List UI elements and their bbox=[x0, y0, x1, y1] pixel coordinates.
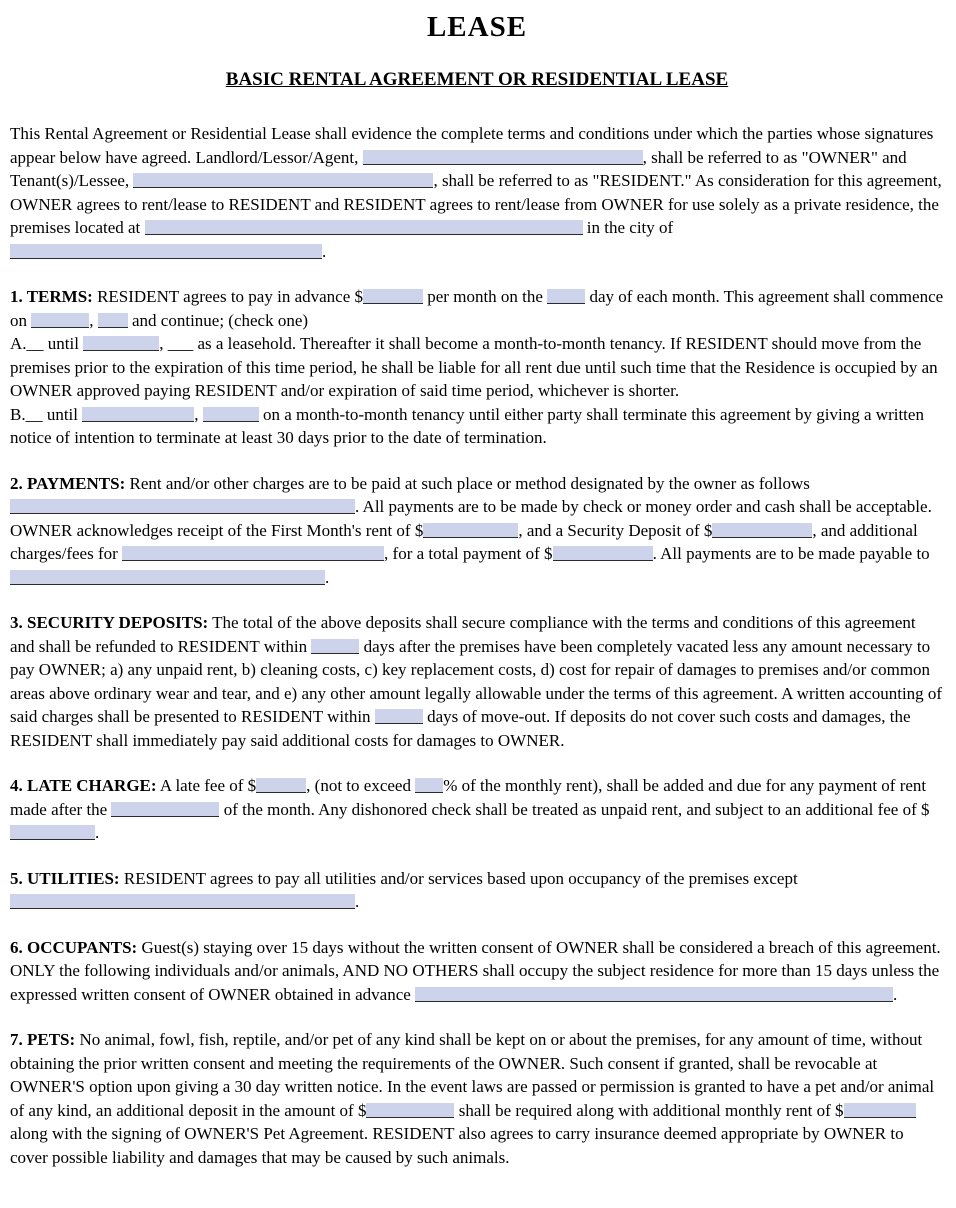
landlord-name-field[interactable] bbox=[363, 150, 643, 165]
additional-charges-field[interactable] bbox=[122, 546, 384, 561]
section-heading: 2. PAYMENTS: bbox=[10, 473, 126, 493]
late-after-day-field[interactable] bbox=[111, 802, 219, 817]
document-subtitle: BASIC RENTAL AGREEMENT OR RESIDENTIAL LEASE bbox=[225, 69, 729, 90]
text-run: day of each month. This agreement shall commence on bbox=[10, 287, 944, 330]
utilities-exception-field[interactable] bbox=[10, 894, 355, 909]
text-run: The total of the above deposits shall secure compliance with the terms and conditions of this agreement and shall be refunded to RESIDENT within bbox=[10, 613, 916, 656]
terms-option-a bbox=[10, 332, 944, 403]
text-run: . All payments are to be made by check or money order and cash shall be acceptable. OWNER acknowledges receipt of the First Month's rent of $ bbox=[10, 497, 932, 540]
monthly-rent-field[interactable] bbox=[363, 289, 423, 304]
commence-date-field[interactable] bbox=[31, 313, 89, 328]
refund-days-field[interactable] bbox=[311, 639, 359, 654]
document-title: LEASE bbox=[426, 11, 528, 43]
text-run: RESIDENT agrees to pay in advance $ bbox=[92, 287, 364, 306]
section-pets bbox=[10, 1028, 944, 1169]
text-run: days of move-out. If deposits do not cover such costs and damages, the RESIDENT shall immediately pay said additional costs for damages to OWNER. bbox=[10, 707, 911, 750]
section-security-deposits bbox=[10, 611, 944, 752]
text-run: . bbox=[95, 823, 100, 842]
payable-to-field[interactable] bbox=[10, 570, 325, 585]
text-run: , bbox=[89, 310, 98, 330]
text-run: , and a Security Deposit of $ bbox=[518, 520, 713, 540]
tenant-name-field[interactable] bbox=[133, 173, 433, 188]
premises-address-field[interactable] bbox=[145, 220, 583, 235]
text-run: per month on the bbox=[423, 287, 548, 306]
text-run: in the city of bbox=[582, 218, 674, 237]
terms-option-b bbox=[10, 403, 944, 450]
text-run: along with the signing of OWNER'S Pet Agreement. RESIDENT also agrees to carry insurance deemed appropriate by OWNER to cover possible liability and damages that may be caused by such animals. bbox=[10, 1124, 904, 1167]
text-run: . bbox=[355, 892, 360, 911]
text-run: RESIDENT agrees to pay all utilities and/or services based upon occupancy of the premises except bbox=[119, 868, 798, 888]
section-heading: 6. OCCUPANTS: bbox=[10, 937, 138, 957]
section-heading: 7. PETS: bbox=[10, 1030, 76, 1049]
document-body bbox=[10, 122, 944, 1169]
text-run: , and additional charges/fees for bbox=[10, 520, 918, 563]
due-day-field[interactable] bbox=[547, 289, 585, 304]
section-utilities bbox=[10, 867, 944, 914]
text-run: , ___ as a leasehold. Thereafter it shall become a month-to-month tenancy. If RESIDENT should move from the premises prior to the expiration of this time period, he shall be liable for all rent due until such time that the Residence is occupied by an OWNER approved paying RESIDENT and/or expiration of said time period, whichever is shorter. bbox=[10, 334, 938, 400]
accounting-days-field[interactable] bbox=[375, 709, 423, 724]
section-heading: 5. UTILITIES: bbox=[10, 868, 120, 888]
leasehold-end-date-field[interactable] bbox=[83, 336, 159, 351]
section-payments bbox=[10, 472, 944, 590]
month-to-month-date-field[interactable] bbox=[82, 407, 194, 422]
text-run: . bbox=[325, 567, 330, 587]
text-run: , shall be referred to as "RESIDENT." As consideration for this agreement, OWNER agrees to rent/lease to RESIDENT and RESIDENT agrees to rent/lease from OWNER for use solely as a private residence, the premises located at bbox=[10, 171, 942, 237]
section-occupants bbox=[10, 936, 944, 1007]
text-run: A late fee of $ bbox=[156, 776, 257, 795]
text-run: . bbox=[322, 241, 327, 261]
text-run: . bbox=[893, 984, 898, 1004]
section-heading: 3. SECURITY DEPOSITS: bbox=[10, 613, 209, 632]
text-run: days after the premises have been completely vacated less any amount necessary to pay OWNER; a) any unpaid rent, b) cleaning costs, c) key replacement costs, d) cost for repair of damages to premises and/or common areas above ordinary wear and tear, and e) any other amount legally allowable under the terms of this agreement. A written accounting of said charges shall be presented to RESIDENT within bbox=[10, 636, 943, 726]
text-run: No animal, fowl, fish, reptile, and/or pet of any kind shall be kept on or about the premises, for any amount of time, without obtaining the prior written consent and meeting the requirements of the OWNER. Such consent if granted, shall be revocable at OWNER'S option upon giving a 30 day written notice. In the event laws are passed or permission is granted to have a pet and/or animal of any kind, an additional deposit in the amount of $ bbox=[10, 1030, 935, 1120]
intro-paragraph bbox=[10, 122, 944, 263]
late-percent-field[interactable] bbox=[415, 778, 443, 793]
text-run: of the month. Any dishonored check shall be treated as unpaid rent, and subject to an additional fee of $ bbox=[219, 799, 930, 819]
commence-year-field[interactable] bbox=[98, 313, 128, 328]
text-run: , (not to exceed bbox=[306, 776, 416, 795]
section-heading: 4. LATE CHARGE: bbox=[10, 776, 157, 795]
text-run: , shall be referred to as "OWNER" and Tenant(s)/Lessee, bbox=[10, 147, 907, 190]
payment-place-field[interactable] bbox=[10, 499, 355, 514]
text-run: . All payments are to be made payable to bbox=[652, 544, 930, 563]
text-run: and continue; (check one) bbox=[127, 310, 309, 330]
first-month-rent-field[interactable] bbox=[423, 523, 518, 538]
occupants-list-field[interactable] bbox=[415, 987, 893, 1002]
text-run: Guest(s) staying over 15 days without the written consent of OWNER shall be considered a breach of this agreement. ONLY the following individuals and/or animals, AND NO OTHERS shall occupy the subject residence for more than 15 days unless the expressed written consent of OWNER obtained in advance bbox=[10, 937, 941, 1004]
section-heading: 1. TERMS: bbox=[10, 287, 93, 306]
text-run: B.__ until bbox=[10, 404, 83, 424]
city-field[interactable] bbox=[10, 244, 322, 259]
total-payment-field[interactable] bbox=[553, 546, 653, 561]
text-run: shall be required along with additional monthly rent of $ bbox=[454, 1100, 844, 1120]
text-run: A.__ until bbox=[10, 334, 84, 353]
section-late-charge bbox=[10, 774, 944, 845]
text-run: , bbox=[194, 404, 203, 424]
dishonored-check-fee-field[interactable] bbox=[10, 825, 95, 840]
text-run: % of the monthly rent), shall be added and due for any payment of rent made after the bbox=[10, 776, 927, 819]
security-deposit-field[interactable] bbox=[712, 523, 812, 538]
late-fee-field[interactable] bbox=[256, 778, 306, 793]
pet-monthly-rent-field[interactable] bbox=[844, 1103, 916, 1118]
text-run: on a month-to-month tenancy until either party shall terminate this agreement by giving a written notice of intention to terminate at least 30 days prior to the date of termination. bbox=[10, 404, 924, 447]
section-terms bbox=[10, 285, 944, 332]
month-to-month-year-field[interactable] bbox=[203, 407, 259, 422]
text-run: This Rental Agreement or Residential Lease shall evidence the complete terms and conditions under which the parties whose signatures appear below have agreed. Landlord/Lessor/Agent, bbox=[10, 124, 934, 167]
text-run: , for a total payment of $ bbox=[384, 544, 553, 563]
pet-deposit-field[interactable] bbox=[366, 1103, 454, 1118]
text-run: Rent and/or other charges are to be paid at such place or method designated by the owner as follows bbox=[125, 473, 810, 493]
